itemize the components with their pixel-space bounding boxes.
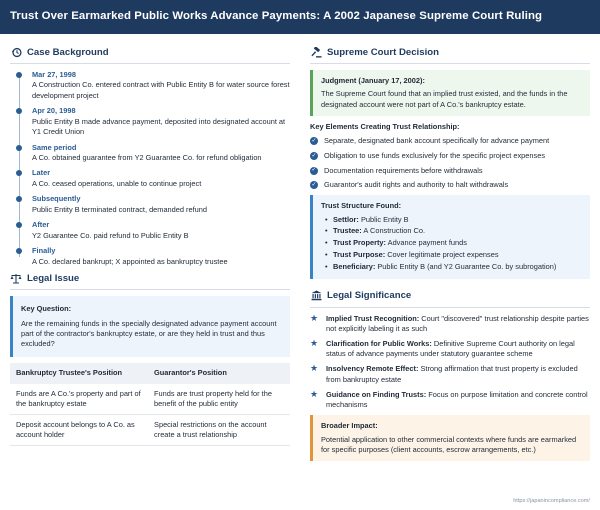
list-item: ★ Insolvency Remote Effect: Strong affirmation that trust property is excluded from bankruptcy estate <box>310 363 578 384</box>
list-item: • Trustee: A Construction Co. <box>325 226 582 236</box>
timeline-event: Later A Co. ceased operations, unable to continue project <box>32 168 290 188</box>
scales-icon <box>10 273 22 285</box>
timeline-event: Mar 27, 1998 A Construction Co. entered contract with Public Entity B for water source forest development project <box>32 70 290 100</box>
broader-impact-text: Potential application to other commercial contexts where funds are earmarked for specific purposes (client accounts, escrow arrangements, etc.) <box>321 434 577 454</box>
broader-impact-box: Broader Impact: Potential application to other commercial contexts where funds are earmarked for specific purposes (client accounts, escrow arrangements, etc.) <box>310 415 590 461</box>
list-item: • Beneficiary: Public Entity B (and Y2 Guarantee Co. by subrogation) <box>325 262 582 272</box>
list-item: ✓ Guarantor's audit rights and authority to halt withdrawals <box>311 180 509 190</box>
list-item: ✓ Obligation to use funds exclusively for the specific project expenses <box>311 150 546 160</box>
decision-heading: Supreme Court Decision <box>310 46 590 64</box>
check-circle-icon: ✓ <box>311 167 317 174</box>
timeline-event: After Y2 Guarantee Co. paid refund to Public Entity B <box>32 220 290 240</box>
gavel-icon <box>310 47 322 59</box>
table-header: Bankruptcy Trustee's Position <box>10 363 148 383</box>
star-icon: ★ <box>310 363 319 374</box>
left-column <box>10 46 290 467</box>
list-item: ★ Clarification for Public Works: Definitive Supreme Court authority on legal status of advance payments under statutory guarantee scheme <box>310 337 575 359</box>
header-bar <box>0 0 600 34</box>
star-icon: ★ <box>310 312 319 323</box>
check-circle-icon: ✓ <box>311 182 317 189</box>
elements-heading: Key Elements Creating Trust Relationship: <box>310 121 460 131</box>
right-column <box>310 46 590 467</box>
list-item: ★ Guidance on Finding Trusts: Focus on purpose limitation and concrete control mechanisms <box>310 388 588 410</box>
page-title: Trust Over Earmarked Public Works Advance Payments: A 2002 Japanese Supreme Court Ruling <box>10 10 543 23</box>
case-timeline <box>14 70 290 267</box>
history-icon <box>10 47 22 59</box>
key-question-box: Key Question: Are the remaining funds in the specially designated advance payment account part of the contractor's bankruptcy estate, or are they held in trust and thus excluded? <box>10 296 290 357</box>
list-item: ★ Implied Trust Recognition: Court "discovered" trust relationship despite parties not explicitly labeling it as such <box>310 312 589 333</box>
star-icon: ★ <box>310 388 319 399</box>
check-circle-icon: ✓ <box>311 152 317 159</box>
timeline-event: Same period A Co. obtained guarantee from Y2 Guarantee Co. for refund obligation <box>32 143 290 163</box>
list-item: ✓ Separate, designated bank account specifically for advance payment <box>311 136 550 146</box>
timeline-event: Subsequently Public Entity B terminated contract, demanded refund <box>32 194 290 214</box>
significance-heading: Legal Significance <box>310 289 590 307</box>
star-icon: ★ <box>310 337 319 348</box>
table-row: Funds are A Co.'s property and part of the bankruptcy estate Funds are trust property held for the benefit of the public entity <box>10 384 290 415</box>
timeline-event: Apr 20, 1998 Public Entity B made advance payment, deposited into designated account at Y1 Credit Union <box>32 106 290 137</box>
check-circle-icon: ✓ <box>311 137 317 144</box>
timeline-event: Finally A Co. declared bankrupt; X appointed as bankruptcy trustee <box>32 246 290 266</box>
positions-table <box>10 363 290 446</box>
table-header: Guarantor's Position <box>148 363 290 383</box>
bank-icon <box>310 290 322 302</box>
trust-structure-box: Trust Structure Found: • Settlor: Public Entity B • Trustee: A Construction Co. • Trust Property: Advance payment funds • Trust Purpose: Cover legitimate project expenses • Beneficiary: Public Entity B (and Y2 Guarantee Co. by subrogation) <box>310 195 590 279</box>
list-item: • Trust Property: Advance payment funds <box>325 238 582 248</box>
key-question-text: Are the remaining funds in the specially designated advance payment account part of the contractor's bankruptcy estate, or are they held in trust and thus excluded? <box>21 318 277 349</box>
judgment-box: Judgment (January 17, 2002): The Supreme Court found that an implied trust existed, and the funds in the designated account were not part of A Co.'s bankruptcy estate. <box>310 70 590 116</box>
footer-url: https://japanincompliance.com/ <box>513 498 590 505</box>
list-item: ✓ Documentation requirements before withdrawals <box>311 165 483 175</box>
legal-issue-heading: Legal Issue <box>10 272 290 290</box>
table-row: Deposit account belongs to A Co. as account holder Special restrictions on the account create a trust relationship <box>10 415 290 446</box>
list-item: • Settlor: Public Entity B <box>325 215 582 225</box>
case-background-heading: Case Background <box>10 46 290 64</box>
judgment-text: The Supreme Court found that an implied trust existed, and the funds in the designated account were not part of A Co.'s bankruptcy estate. <box>321 89 568 109</box>
list-item: • Trust Purpose: Cover legitimate project expenses <box>325 250 582 260</box>
